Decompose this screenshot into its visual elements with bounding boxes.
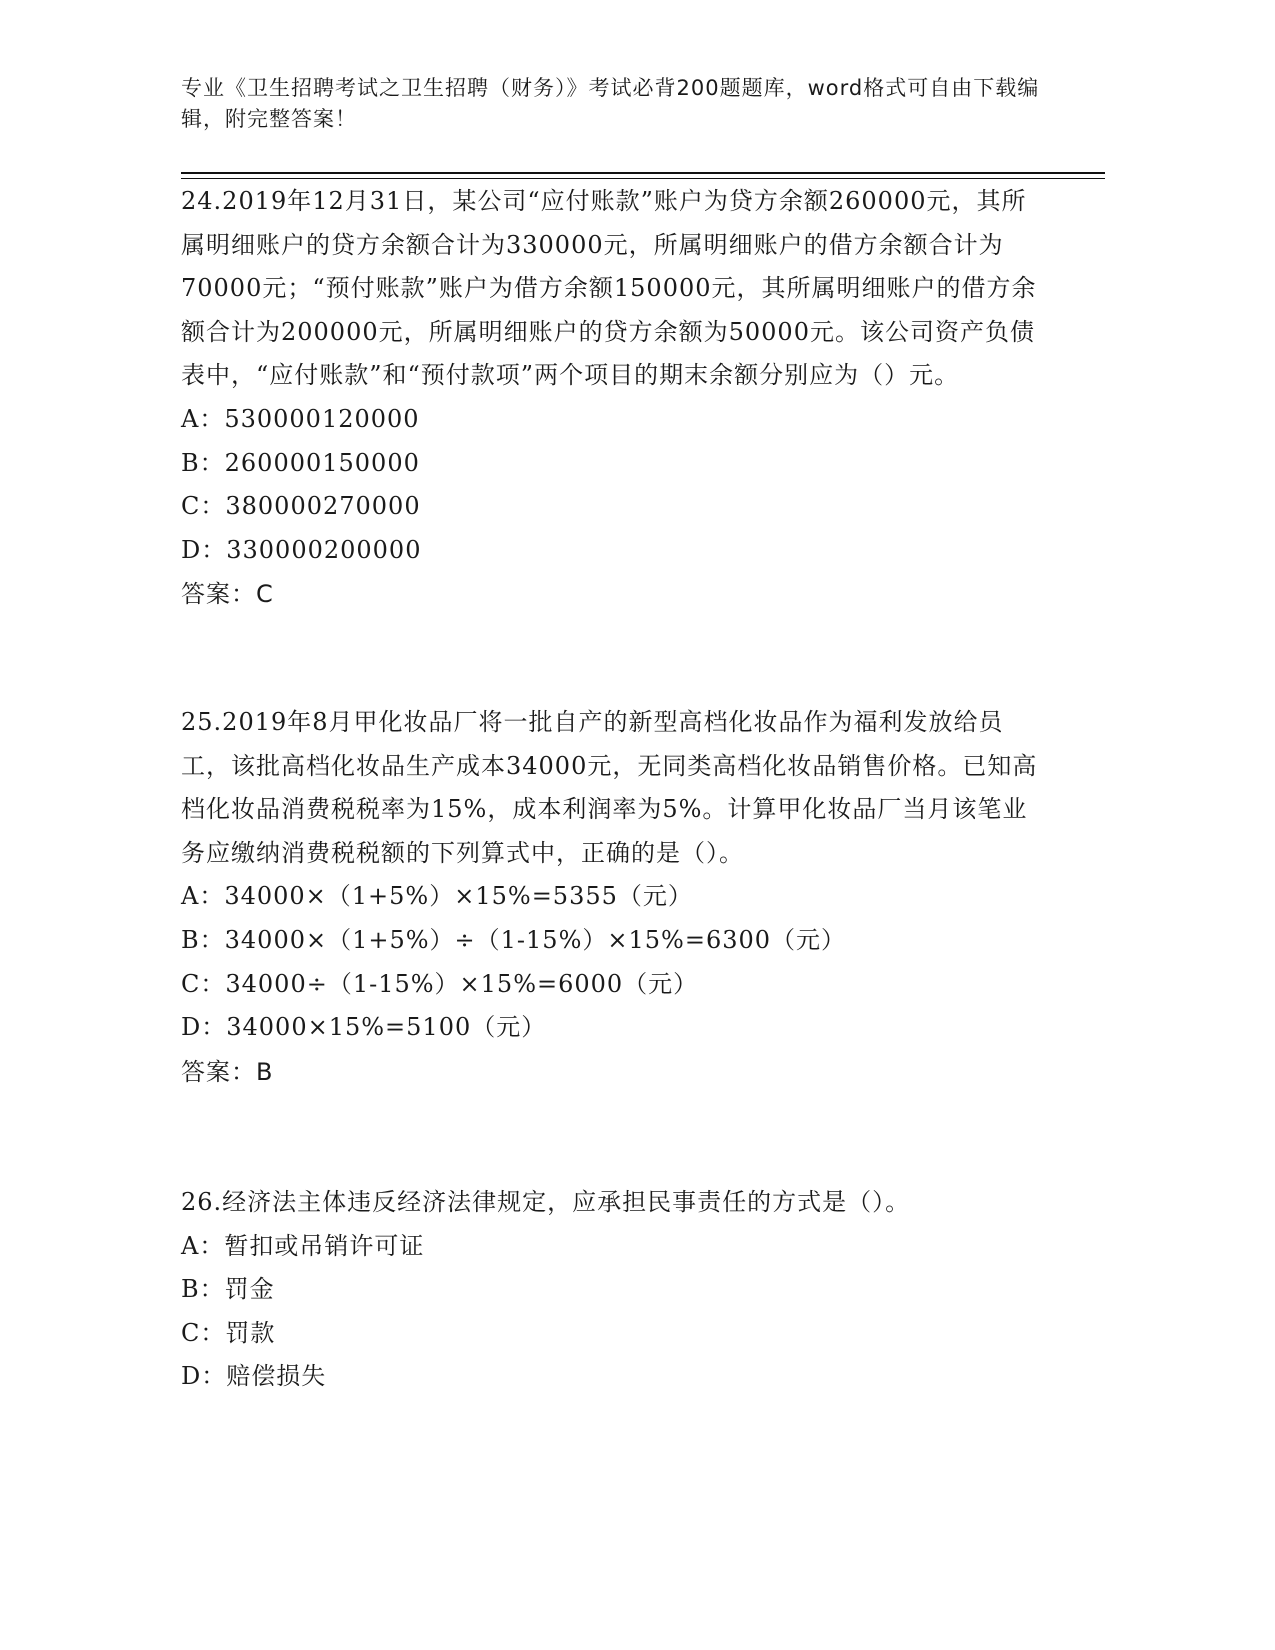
question-stem: 25.2019年8月甲化妆品厂将一批自产的新型高档化妆品作为福利发放给员工，该批高档化妆品生产成本34000元，无同类高档化妆品销售价格。已知高档化妆品消费税税率为15%，成本利润率为5%。计算甲化妆品厂当月该笔业务应缴纳消费税税额的下列算式中，正确的是（）。 [181,708,1038,867]
option-a: A：暂扣或吊销许可证 [181,1231,425,1260]
question-24 [181,180,1041,616]
option-c: C：罚款 [181,1318,276,1347]
answer-line: 答案：B [181,1057,274,1086]
option-b: B：260000150000 [181,448,420,477]
answer-line: 答案：C [181,580,274,609]
header-divider-thin [181,178,1105,179]
option-c: C：380000270000 [181,492,421,521]
option-b: B：34000×（1+5%）÷（1-15%）×15%=6300（元） [181,925,847,954]
header-divider-thick [181,172,1105,174]
option-d: D：34000×15%=5100（元） [181,1013,547,1042]
document-header: 专业《卫生招聘考试之卫生招聘（财务）》考试必背200题题库，word格式可自由下载编辑，附完整答案！ [181,76,1040,131]
question-26 [181,1181,1041,1399]
option-a: A：34000×（1+5%）×15%=5355（元） [181,882,693,911]
question-stem: 26.经济法主体违反经济法律规定，应承担民事责任的方式是（）。 [181,1188,911,1216]
option-d: D：赔偿损失 [181,1362,327,1391]
question-25 [181,701,1041,1094]
question-stem: 24.2019年12月31日，某公司“应付账款”账户为贷方余额260000元，其所属明细账户的贷方余额合计为330000元，所属明细账户的借方余额合计为70000元；“预付账款”账户为借方余额150000元，其所属明细账户的借方余额合计为200000元，所属明细账户的贷方余额为50000元。该公司资产负债表中，“应付账款”和“预付款项”两个项目的期末余额分别应为（）元。 [181,187,1037,390]
option-b: B：罚金 [181,1275,275,1304]
option-a: A：530000120000 [181,404,420,433]
option-c: C：34000÷（1-15%）×15%=6000（元） [181,969,699,998]
option-d: D：330000200000 [181,535,422,564]
